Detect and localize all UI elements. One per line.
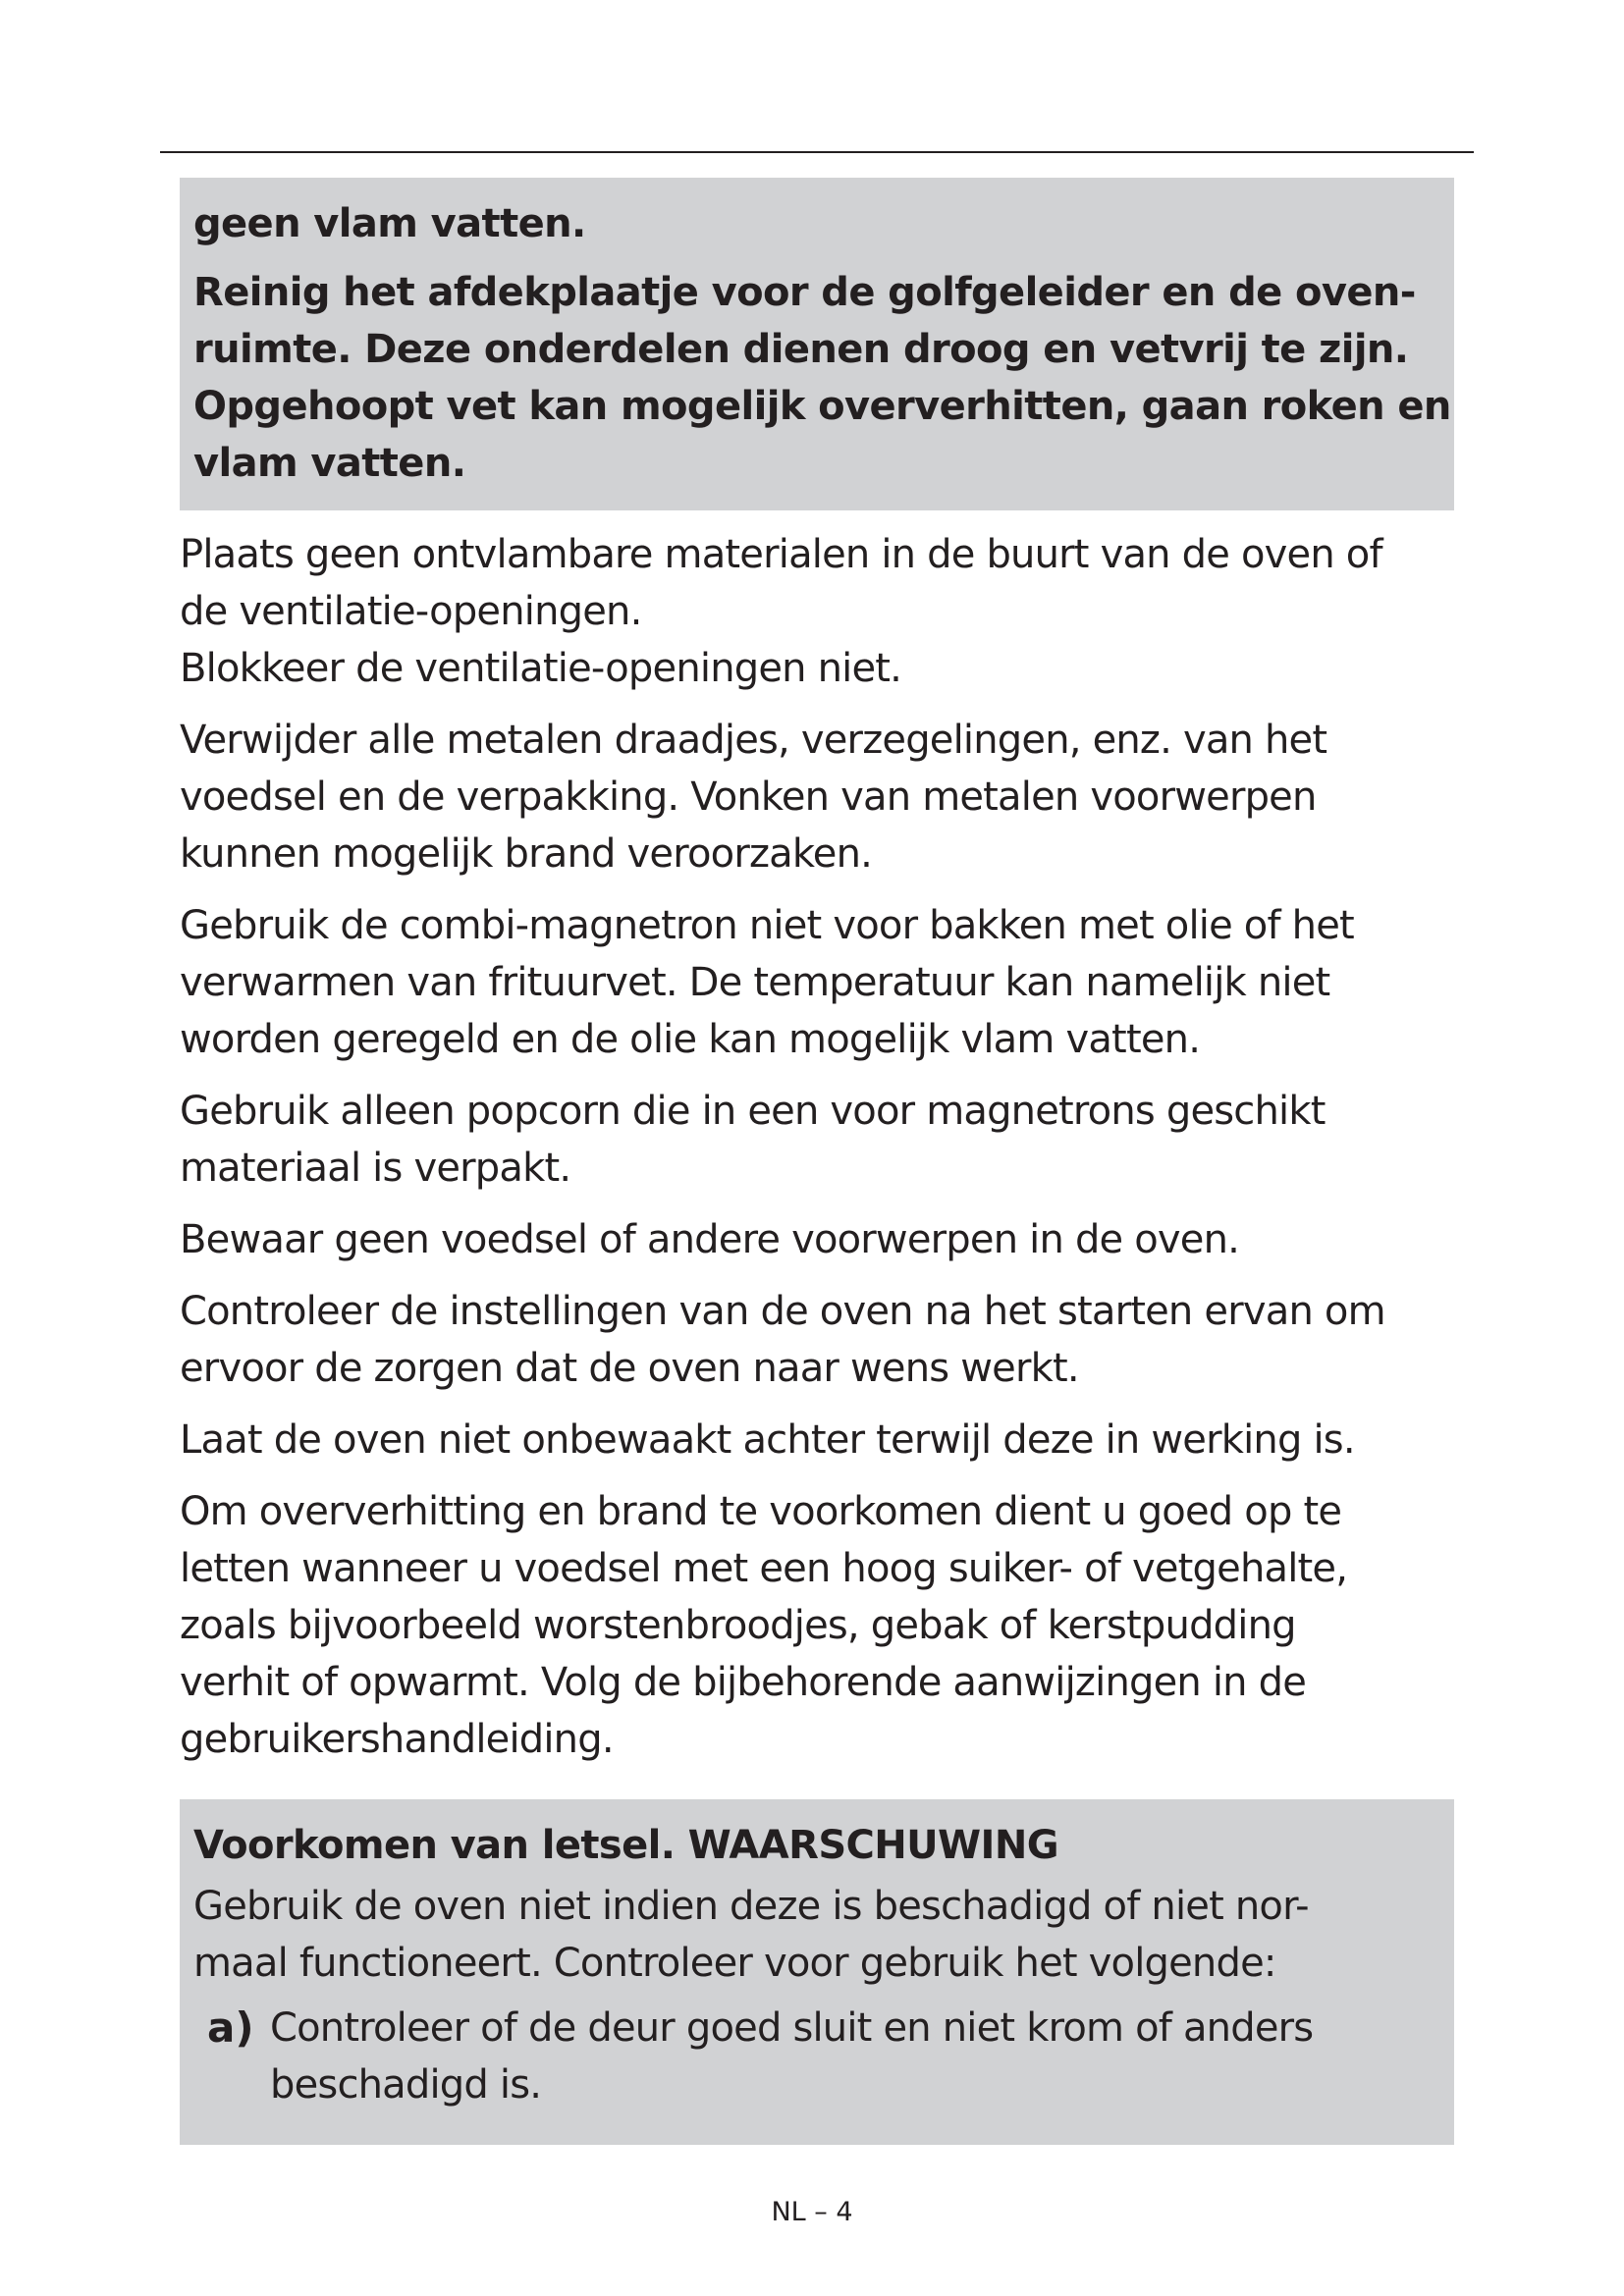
text-line: verhit of opwarmt. Volg de bijbehorende aanwijzingen in de [180, 1660, 1307, 1705]
list-item [193, 2000, 1440, 2113]
paragraph-overheating [180, 1483, 1456, 1768]
header-rule [160, 151, 1474, 153]
warning-line: Reinig het afdekplaatje voor de golfgeleider en de oven- [193, 270, 1416, 315]
list-item-line: beschadigd is. [270, 2062, 542, 2108]
warning-line: ruimte. Deze onderdelen dienen droog en vetvrij te zijn. [193, 327, 1409, 372]
text-line: Blokkeer de ventilatie-openingen niet. [180, 646, 902, 691]
warning-line: vlam vatten. [193, 441, 466, 486]
text-line: Gebruik alleen popcorn die in een voor magnetrons geschikt [180, 1089, 1326, 1134]
injury-intro-line: Gebruik de oven niet indien deze is beschadigd of niet nor- [193, 1884, 1309, 1929]
paragraph-storage [180, 1211, 1456, 1268]
text-line: Controleer de instellingen van de oven na het starten ervan om [180, 1289, 1385, 1334]
text-line: materiaal is verpakt. [180, 1146, 571, 1191]
text-line: Plaats geen ontvlambare materialen in de buurt van de oven of [180, 532, 1382, 577]
text-line: zoals bijvoorbeeld worstenbroodjes, gebak of kerstpudding [180, 1603, 1296, 1648]
paragraph-metal [180, 712, 1456, 882]
text-line: letten wanneer u voedsel met een hoog suiker- of vetgehalte, [180, 1546, 1348, 1591]
text-line: Bewaar geen voedsel of andere voorwerpen in de oven. [180, 1217, 1240, 1262]
paragraph-popcorn [180, 1083, 1456, 1197]
text-line: gebruikershandleiding. [180, 1717, 614, 1762]
text-line: kunnen mogelijk brand veroorzaken. [180, 831, 873, 877]
text-line: ervoor de zorgen dat de oven naar wens werkt. [180, 1346, 1079, 1391]
paragraph-unattended [180, 1412, 1456, 1468]
injury-intro-line: maal functioneert. Controleer voor gebruik het volgende: [193, 1941, 1276, 1986]
paragraph-flammable [180, 526, 1456, 697]
text-line: Laat de oven niet onbewaakt achter terwijl deze in werking is. [180, 1417, 1355, 1463]
text-line: voedsel en de verpakking. Vonken van metalen voorwerpen [180, 774, 1317, 820]
page-number: NL – 4 [771, 2197, 853, 2227]
warning-line: geen vlam vatten. [193, 201, 586, 246]
text-line: de ventilatie-openingen. [180, 589, 642, 634]
warning-box [180, 178, 1454, 510]
injury-heading: Voorkomen van letsel. WAARSCHUWING [193, 1823, 1058, 1868]
list-item-line: Controleer of de deur goed sluit en niet krom of anders [270, 2005, 1314, 2051]
injury-warning-box [180, 1799, 1454, 2145]
text-line: Verwijder alle metalen draadjes, verzegelingen, enz. van het [180, 718, 1327, 763]
text-line: worden geregeld en de olie kan mogelijk vlam vatten. [180, 1017, 1201, 1062]
paragraph-settings [180, 1283, 1456, 1397]
paragraph-oil [180, 897, 1456, 1068]
text-line: verwarmen van frituurvet. De temperatuur kan namelijk niet [180, 960, 1330, 1005]
text-line: Gebruik de combi-magnetron niet voor bakken met olie of het [180, 903, 1354, 948]
warning-line: Opgehoopt vet kan mogelijk oververhitten, gaan roken en [193, 384, 1451, 429]
list-marker: a) [207, 2003, 254, 2052]
body-text [180, 526, 1456, 1783]
text-line: Om oververhitting en brand te voorkomen dient u goed op te [180, 1489, 1342, 1534]
